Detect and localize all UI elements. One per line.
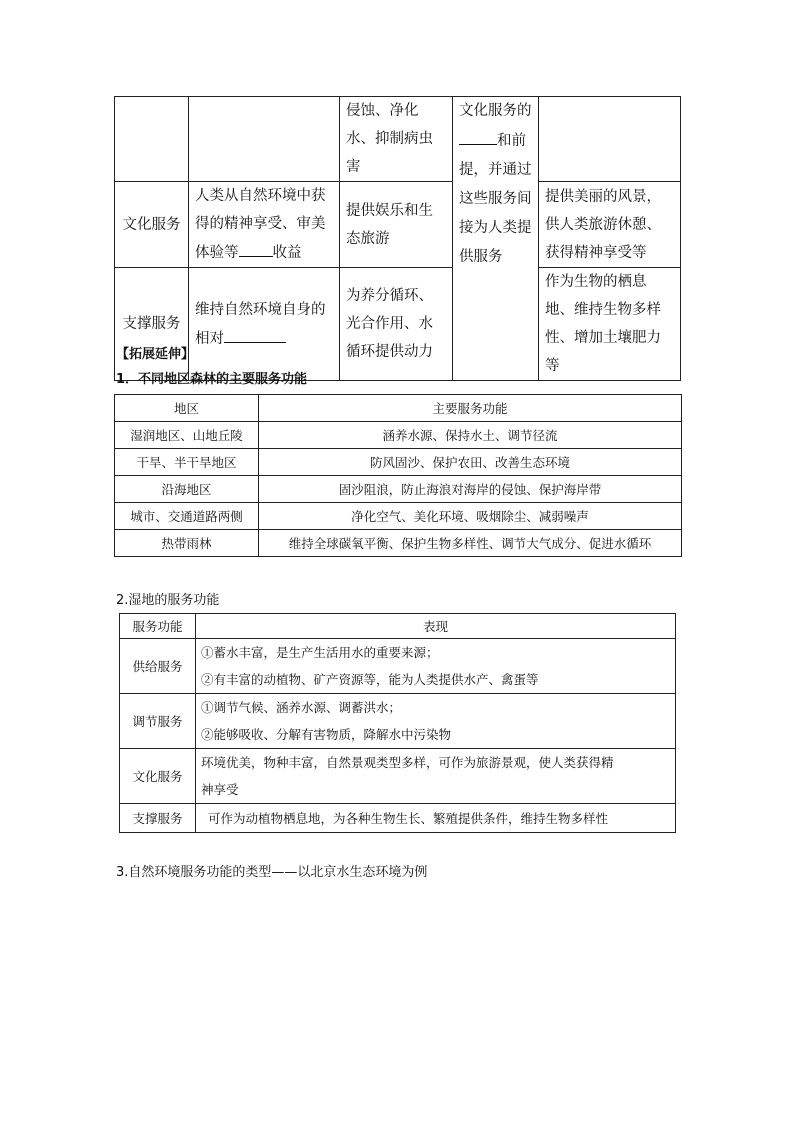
table-row xyxy=(115,449,682,476)
fill-blank xyxy=(224,324,286,343)
description-cell: ①蓄水丰富，是生产生活用水的重要来源； ②有丰富的动植物、矿产资源等，能为人类提供水产、禽蛋等 xyxy=(196,639,676,694)
meaning-cell: 人类从自然环境中获得的精神享受、审美体验等 收益 xyxy=(189,182,340,268)
table-row xyxy=(115,268,681,381)
service-category-cell: 供给服务 xyxy=(120,639,196,694)
section3-title: 3.自然环境服务功能的类型——以北京水生态环境为例 xyxy=(116,865,428,880)
table-row xyxy=(115,422,682,449)
regulation-example-cell: 侵蚀、净化水、抑制病虫害 xyxy=(340,97,453,182)
empty-cell xyxy=(539,97,681,182)
region-cell: 热带雨林 xyxy=(115,530,259,557)
extension-heading: 【拓展延伸】 xyxy=(116,347,195,362)
function-cell: 涵养水源、保持水土、调节径流 xyxy=(259,422,682,449)
service-types-table xyxy=(114,96,681,381)
region-cell: 湿润地区、山地丘陵 xyxy=(115,422,259,449)
column-header: 主要服务功能 xyxy=(259,395,682,422)
description-cell: 可作为动植物栖息地，为各种生物生长、繁殖提供条件，维持生物多样性 xyxy=(196,804,676,833)
fill-blank xyxy=(459,126,497,145)
function-cell: 防风固沙、保护农田、改善生态环境 xyxy=(259,449,682,476)
example-cell: 作为生物的栖息地、维持生物多样性、增加土壤肥力等 xyxy=(539,268,681,381)
table-row xyxy=(115,503,682,530)
wetland-functions-table xyxy=(119,613,676,833)
service-category-cell: 支撑服务 xyxy=(120,804,196,833)
example-cell: 为养分循环、光合作用、水循环提供动力 xyxy=(340,268,453,381)
meaning-cell: 维持自然环境自身的相对 xyxy=(189,268,340,381)
region-cell: 城市、交通道路两侧 xyxy=(115,503,259,530)
service-category-cell: 文化服务 xyxy=(120,749,196,804)
empty-cell xyxy=(189,97,340,182)
table-row xyxy=(115,182,681,268)
table-row xyxy=(115,530,682,557)
fill-blank xyxy=(239,238,273,257)
table-header-row xyxy=(120,614,676,639)
wetland-title: 2.湿地的服务功能 xyxy=(116,593,220,608)
category-cell: 支撑服务 xyxy=(115,268,189,381)
table-row xyxy=(120,694,676,749)
region-cell: 干旱、半干旱地区 xyxy=(115,449,259,476)
category-cell: 文化服务 xyxy=(115,182,189,268)
forest-functions-table xyxy=(114,394,682,557)
function-cell: 维持全球碳氧平衡、保护生物多样性、调节大气成分、促进水循环 xyxy=(259,530,682,557)
table-row xyxy=(115,97,681,182)
example-cell: 提供美丽的风景，供人类旅游休憩、获得精神享受等 xyxy=(539,182,681,268)
function-cell: 净化空气、美化环境、吸烟除尘、减弱噪声 xyxy=(259,503,682,530)
table-row xyxy=(115,476,682,503)
forest-title: 1．不同地区森林的主要服务功能 xyxy=(116,372,308,387)
empty-cell xyxy=(115,97,189,182)
relationship-cell: 文化服务的 和前提，并通过这些服务间接为人类提供服务 xyxy=(453,97,539,381)
table-row xyxy=(120,804,676,833)
column-header: 服务功能 xyxy=(120,614,196,639)
column-header: 表现 xyxy=(196,614,676,639)
description-cell: ①调节气候、涵养水源、调蓄洪水； ②能够吸收、分解有害物质，降解水中污染物 xyxy=(196,694,676,749)
function-cell: 固沙阻浪，防止海浪对海岸的侵蚀、保护海岸带 xyxy=(259,476,682,503)
column-header: 地区 xyxy=(115,395,259,422)
table-row xyxy=(120,639,676,694)
table-header-row xyxy=(115,395,682,422)
region-cell: 沿海地区 xyxy=(115,476,259,503)
service-category-cell: 调节服务 xyxy=(120,694,196,749)
example-cell: 提供娱乐和生态旅游 xyxy=(340,182,453,268)
table-row xyxy=(120,749,676,804)
description-cell: 环境优美，物种丰富，自然景观类型多样，可作为旅游景观，使人类获得精 神享受 xyxy=(196,749,676,804)
